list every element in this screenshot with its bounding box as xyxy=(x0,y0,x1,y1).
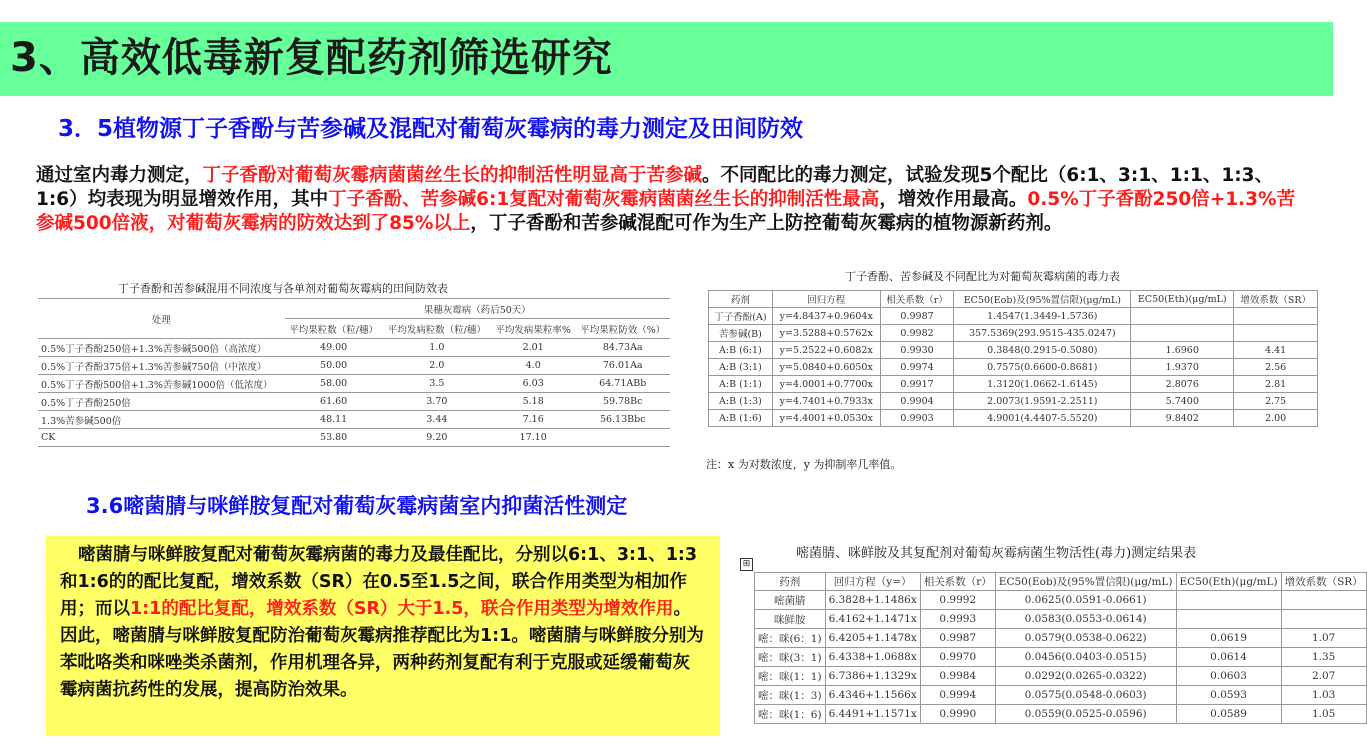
table-cell: 64.71ABb xyxy=(575,375,670,393)
table1-header-col: 平均发病果粒率% xyxy=(491,319,576,339)
table-cell: 76.01Aa xyxy=(575,357,670,375)
table-row xyxy=(709,342,1318,359)
toxicity-table xyxy=(708,290,1318,427)
section2-paragraph xyxy=(60,542,706,704)
table-cell: 3.44 xyxy=(383,411,491,429)
table-cell: 咪鲜胺 xyxy=(755,610,826,629)
table-cell: 嘧：咪(3：1) xyxy=(755,648,826,667)
table-header-cell: 相关系数（r） xyxy=(920,573,995,591)
table-cell: 56.13Bbc xyxy=(575,411,670,429)
table-row xyxy=(755,705,1367,724)
table-cell: 0.0603 xyxy=(1176,667,1281,686)
table-cell: 3.5 xyxy=(383,375,491,393)
table-cell: 0.7575(0.6600-0.8681) xyxy=(954,359,1131,376)
table-cell: 0.9974 xyxy=(880,359,954,376)
table-cell xyxy=(1234,308,1318,325)
table-cell: 0.5%丁子香酚375倍+1.3%苦参碱750倍（中浓度） xyxy=(38,357,285,375)
table-header-cell: EC50(Eth)(μg/mL) xyxy=(1176,573,1281,591)
table-cell: 苦参碱(B) xyxy=(709,325,773,342)
section2-heading: 3.6嘧菌腈与咪鲜胺复配对葡萄灰霉病菌室内抑菌活性测定 xyxy=(86,494,628,518)
table-cell: 6.4162+1.1471x xyxy=(825,610,920,629)
table-cell: 2.0073(1.9591-2.2511) xyxy=(954,393,1131,410)
table-cell: 4.0 xyxy=(491,357,576,375)
table-cell: 0.0625(0.0591-0.0661) xyxy=(995,591,1176,610)
table-row xyxy=(755,686,1367,705)
table-cell: A:B (3:1) xyxy=(709,359,773,376)
table-cell: 0.5%丁子香酚500倍+1.3%苦参碱1000倍（低浓度） xyxy=(38,375,285,393)
table-cell: 2.01 xyxy=(491,339,576,357)
table-cell: y=4.4001+0.0530x xyxy=(772,410,880,427)
table-cell: 0.9917 xyxy=(880,376,954,393)
table-cell: 0.9982 xyxy=(880,325,954,342)
table-cell: 1.9370 xyxy=(1131,359,1234,376)
table-cell: 50.00 xyxy=(285,357,383,375)
table-cell: 丁子香酚(A) xyxy=(709,308,773,325)
table-row xyxy=(755,591,1367,610)
table-cell: 嘧菌腈 xyxy=(755,591,826,610)
table-header-cell: 相关系数（r） xyxy=(880,291,954,308)
table-cell: 1.07 xyxy=(1281,629,1366,648)
table-cell: 0.9903 xyxy=(880,410,954,427)
table-cell: A:B (6:1) xyxy=(709,342,773,359)
table-cell: 5.7400 xyxy=(1131,393,1234,410)
table-cell: 0.0292(0.0265-0.0322) xyxy=(995,667,1176,686)
table-cell xyxy=(1176,591,1281,610)
table-cell: 0.9904 xyxy=(880,393,954,410)
table-row xyxy=(38,411,670,429)
para1-text-e: ，增效作用最高。 xyxy=(879,189,1028,210)
table-cell: 0.0583(0.0553-0.0614) xyxy=(995,610,1176,629)
table-header-cell: EC50(Eob)及(95%置信限)(μg/mL) xyxy=(954,291,1131,308)
table-cell: 1.0 xyxy=(383,339,491,357)
table-cell: 0.0575(0.0548-0.0603) xyxy=(995,686,1176,705)
table-cell: CK xyxy=(38,429,285,447)
table2-caption: 丁子香酚、苦参碱及不同配比为对葡萄灰霉病菌的毒力表 xyxy=(845,270,1120,283)
para1-text-c: 。不同配比的毒力测定，试验发现5个配比（6:1、3:1、1:1、1:3、1:6）均表现为明显增效作用，其中 xyxy=(36,165,1273,210)
table-row xyxy=(709,308,1318,325)
table-cell: 0.0456(0.0403-0.0515) xyxy=(995,648,1176,667)
table1-header-treatment: 处理 xyxy=(38,299,285,339)
table-cell: A:B (1:6) xyxy=(709,410,773,427)
section1-heading: 3．5植物源丁子香酚与苦参碱及混配对葡萄灰霉病的毒力测定及田间防效 xyxy=(58,116,804,142)
section1-paragraph xyxy=(36,164,1306,236)
table-cell: 61.60 xyxy=(285,393,383,411)
page-title: 3、高效低毒新复配药剂筛选研究 xyxy=(10,35,613,81)
table-header-cell: EC50(Eob)及(95%置信限)(μg/mL) xyxy=(995,573,1176,591)
table-cell: 1.05 xyxy=(1281,705,1366,724)
para1-text-g: ，丁子香酚和苦参碱混配可作为生产上防控葡萄灰霉病的植物源新药剂。 xyxy=(470,213,1063,234)
para2-text-c: 。因此，嘧菌腈与咪鲜胺复配防治葡萄灰霉病推荐配比为1:1。嘧菌腈与咪鲜胺分别为苯吡咯类和咪唑类杀菌剂，作用机理各异，两种药剂复配有利于克服或延缓葡萄灰霉病菌抗药性的发展，提高防治效果。 xyxy=(60,599,704,700)
table-cell: 嘧：咪(1：3) xyxy=(755,686,826,705)
table-row xyxy=(755,667,1367,686)
table-cell: 5.18 xyxy=(491,393,576,411)
section2-highlight-box xyxy=(46,536,720,736)
table-cell xyxy=(1176,610,1281,629)
table-cell: 2.00 xyxy=(1234,410,1318,427)
table-cell: 0.9994 xyxy=(920,686,995,705)
table-cell: 1.4547(1.3449-1.5736) xyxy=(954,308,1131,325)
table1-header-col: 平均果粒数（粒/穗） xyxy=(285,319,383,339)
table-cell: 49.00 xyxy=(285,339,383,357)
table1-header-col: 平均果粒防效（%） xyxy=(575,319,670,339)
table-cell xyxy=(1281,591,1366,610)
para2-text-a: 嘧菌腈与咪鲜胺复配对葡萄灰霉病菌的毒力及最佳配比，分别以6:1、3:1、1:3和1:6的的配比复配，增效系数（SR）在0.5至1.5之间，联合作用类型为相加作用；而以 xyxy=(60,545,698,619)
table-cell: 2.75 xyxy=(1234,393,1318,410)
table-cell: 0.0619 xyxy=(1176,629,1281,648)
table-cell: 6.3828+1.1486x xyxy=(825,591,920,610)
table-header-cell: 增效系数（SR） xyxy=(1281,573,1366,591)
table-cell: y=5.0840+0.6050x xyxy=(772,359,880,376)
title-bar xyxy=(0,22,1333,96)
table1-header-col: 平均发病粒数（粒/穗） xyxy=(383,319,491,339)
table-row xyxy=(38,429,670,447)
table-cell xyxy=(1131,308,1234,325)
table-cell: 0.0559(0.0525-0.0596) xyxy=(995,705,1176,724)
table-cell: 0.9987 xyxy=(920,629,995,648)
table-row xyxy=(38,339,670,357)
table-cell: 2.81 xyxy=(1234,376,1318,393)
table-header-cell: 增效系数（SR） xyxy=(1234,291,1318,308)
table-cell: 48.11 xyxy=(285,411,383,429)
table-cell: 9.8402 xyxy=(1131,410,1234,427)
table-header-cell: EC50(Eth)(μg/mL) xyxy=(1131,291,1234,308)
table-row xyxy=(755,629,1367,648)
table-row xyxy=(709,325,1318,342)
table-cell: 6.4491+1.1571x xyxy=(825,705,920,724)
table1-header-row xyxy=(38,299,670,319)
table-cell: y=3.5288+0.5762x xyxy=(772,325,880,342)
table-row xyxy=(709,359,1318,376)
table3-caption: 嘧菌腈、咪鲜胺及其复配剂对葡萄灰霉病菌生物活性(毒力)测定结果表 xyxy=(796,546,1197,561)
table-cell: 0.9992 xyxy=(920,591,995,610)
table-cell: y=4.7401+0.7933x xyxy=(772,393,880,410)
table-cell xyxy=(1131,325,1234,342)
table-cell: 58.00 xyxy=(285,375,383,393)
table3-header-row xyxy=(755,573,1367,591)
table-cell: 0.5%丁子香酚250倍 xyxy=(38,393,285,411)
table-cell: 0.9987 xyxy=(880,308,954,325)
table-header-cell: 药剂 xyxy=(755,573,826,591)
table-cell: 0.9970 xyxy=(920,648,995,667)
table-row xyxy=(38,375,670,393)
table-cell: 4.9001(4.4407-5.5520) xyxy=(954,410,1131,427)
table-cell: 7.16 xyxy=(491,411,576,429)
table-cell: 2.8076 xyxy=(1131,376,1234,393)
table-cell: 3.70 xyxy=(383,393,491,411)
table-row xyxy=(709,410,1318,427)
para2-highlight-b: 1:1的配比复配，增效系数（SR）大于1.5，联合作用类型为增效作用 xyxy=(130,599,674,619)
table-cell xyxy=(1234,325,1318,342)
table-cell: 0.9990 xyxy=(920,705,995,724)
table-cell: 6.4346+1.1566x xyxy=(825,686,920,705)
table-cell: 17.10 xyxy=(491,429,576,447)
table-row xyxy=(755,648,1367,667)
table-cell: 0.0593 xyxy=(1176,686,1281,705)
field-efficacy-table xyxy=(38,298,670,447)
table-cell: 嘧：咪(6：1) xyxy=(755,629,826,648)
table-cell: 嘧：咪(1：6) xyxy=(755,705,826,724)
table1-caption: 丁子香酚和苦参碱混用不同浓度与各单剂对葡萄灰霉病的田间防效表 xyxy=(118,282,448,295)
table1-header-group: 果穗灰霉病（药后50天） xyxy=(285,299,671,319)
table-anchor-icon[interactable]: ⊞ xyxy=(740,558,753,571)
table-cell: 0.0614 xyxy=(1176,648,1281,667)
table2-note: 注：x 为对数浓度，y 为抑制率几率值。 xyxy=(706,458,902,471)
table-header-cell: 回归方程 xyxy=(772,291,880,308)
table-cell: 0.0579(0.0538-0.0622) xyxy=(995,629,1176,648)
table-row xyxy=(755,610,1367,629)
table-cell: 84.73Aa xyxy=(575,339,670,357)
table-cell: 6.7386+1.1329x xyxy=(825,667,920,686)
table-cell: 6.03 xyxy=(491,375,576,393)
table-cell: 6.4205+1.1478x xyxy=(825,629,920,648)
table-header-cell: 药剂 xyxy=(709,291,773,308)
para1-highlight-f: 0.5%丁子香酚250倍+1.3%苦参碱500倍液，对葡萄灰霉病的防效达到了85%以上 xyxy=(36,189,1296,234)
table-cell: 1.03 xyxy=(1281,686,1366,705)
table-cell: y=4.8437+0.9604x xyxy=(772,308,880,325)
para1-highlight-d: 丁子香酚、苦参碱6:1复配对葡萄灰霉病菌菌丝生长的抑制活性最高 xyxy=(328,189,880,210)
table-cell: 9.20 xyxy=(383,429,491,447)
table-cell: 0.5%丁子香酚250倍+1.3%苦参碱500倍（高浓度） xyxy=(38,339,285,357)
table-cell: 1.35 xyxy=(1281,648,1366,667)
bioactivity-table xyxy=(754,572,1367,724)
table-row xyxy=(38,357,670,375)
table-cell: 0.9930 xyxy=(880,342,954,359)
table-cell: y=5.2522+0.6082x xyxy=(772,342,880,359)
table-cell: 2.0 xyxy=(383,357,491,375)
table-cell: A:B (1:3) xyxy=(709,393,773,410)
table2-header-row xyxy=(709,291,1318,308)
table-cell: 嘧：咪(1：1) xyxy=(755,667,826,686)
table-cell: 2.07 xyxy=(1281,667,1366,686)
table-cell: 6.4338+1.0688x xyxy=(825,648,920,667)
table-cell: 1.3%苦参碱500倍 xyxy=(38,411,285,429)
table-cell: 0.9993 xyxy=(920,610,995,629)
table-cell: 1.3120(1.0662-1.6145) xyxy=(954,376,1131,393)
table-cell: y=4.0001+0.7700x xyxy=(772,376,880,393)
table-cell xyxy=(1281,610,1366,629)
table-cell: 53.80 xyxy=(285,429,383,447)
table-row xyxy=(38,393,670,411)
para1-highlight-b: 丁子香酚对葡萄灰霉病菌菌丝生长的抑制活性明显高于苦参碱 xyxy=(202,165,703,186)
table-row xyxy=(709,393,1318,410)
table-cell: 59.78Bc xyxy=(575,393,670,411)
table-row xyxy=(709,376,1318,393)
table-cell: 0.0589 xyxy=(1176,705,1281,724)
table-cell: A:B (1:1) xyxy=(709,376,773,393)
table-cell: 0.3848(0.2915-0.5080) xyxy=(954,342,1131,359)
table-cell: 0.9984 xyxy=(920,667,995,686)
para1-text-a: 通过室内毒力测定， xyxy=(36,165,203,186)
table-header-cell: 回归方程（y=） xyxy=(825,573,920,591)
table-cell xyxy=(575,429,670,447)
table-cell: 2.56 xyxy=(1234,359,1318,376)
table-cell: 4.41 xyxy=(1234,342,1318,359)
table-cell: 357.5369(293.9515-435.0247) xyxy=(954,325,1131,342)
table-cell: 1.6960 xyxy=(1131,342,1234,359)
